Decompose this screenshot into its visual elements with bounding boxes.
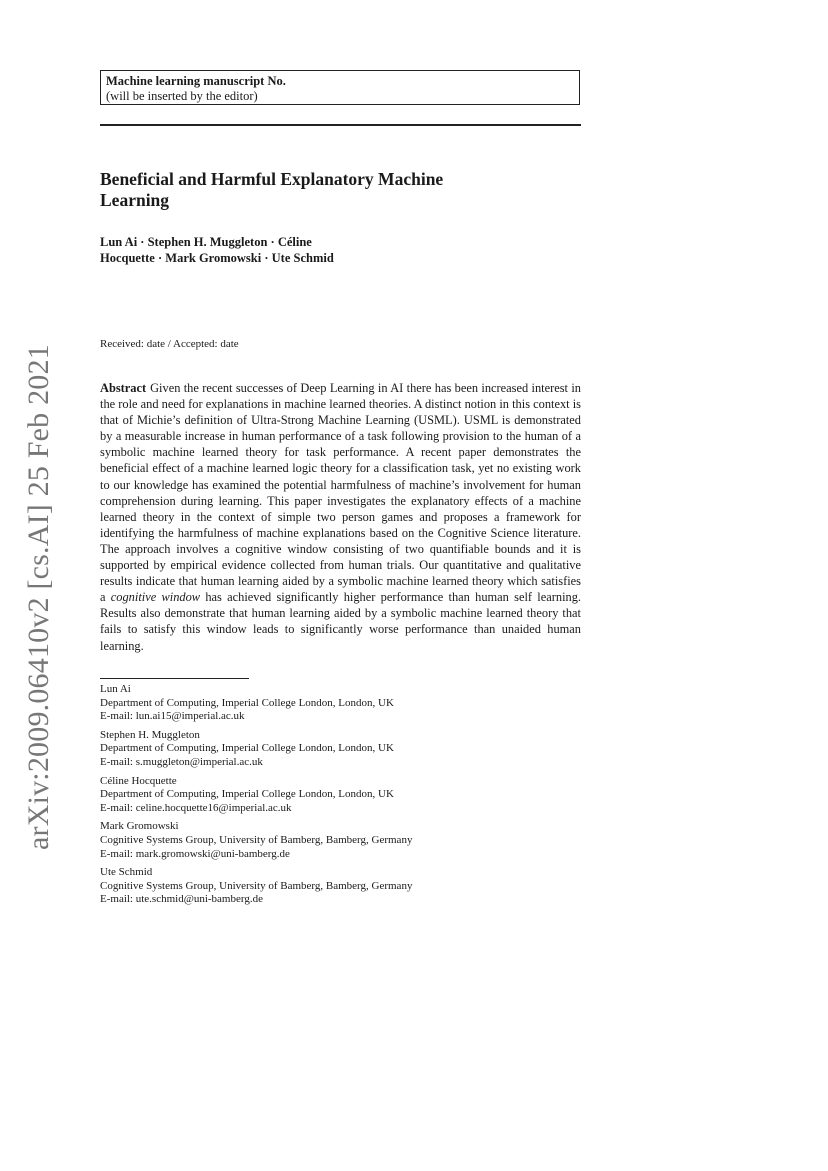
title-line-2: Learning (100, 190, 170, 210)
abstract-text-after: has achieved significantly higher performance than human self learning. Results also demonstrate that human learning aided by a symbolic machine learned theory that fails to satisfy this window leads to significantly worse performance than unaided human learning. (100, 590, 581, 653)
affiliation-dept: Cognitive Systems Group, University of Bamberg, Bamberg, Germany (100, 879, 413, 892)
arxiv-stamp: arXiv:2009.06410v2 [cs.AI] 25 Feb 2021 (22, 344, 55, 850)
abstract-label: Abstract (100, 381, 147, 395)
affiliation-block (100, 729, 580, 770)
affiliation-name: Stephen H. Muggleton (100, 728, 200, 741)
abstract-text-before: Given the recent successes of Deep Learning in AI there has been increased interest in the role and need for explanations in machine learned theories. A distinct notion in this context is that of Michie’s definition of Ultra-Strong Machine Learning (USML). USML is demonstrated by a measurable increase in human performance of a task following provision to the human of a symbolic machine learned theory for task performance. A recent paper demonstrates the beneficial effect of a machine learned logic theory for a classification task, yet no existing work to our knowledge has examined the potential harmfulness of machine’s involvement for human comprehension during learning. This paper investigates the explanatory effects of a machine learned theory in the context of simple two person games and proposes a framework for identifying the harmfulness of machine explanations based on the Cognitive Science literature. The approach involves a cognitive window consisting of two quantifiable bounds and it is supported by empirical evidence collected from human trials. Our quantitative and qualitative results indicate that human learning aided by a symbolic machine learned theory which satisfies a (100, 381, 581, 605)
author-line-1: Lun Ai · Stephen H. Muggleton · Céline (100, 235, 312, 249)
affiliation-email: E-mail: lun.ai15@imperial.ac.uk (100, 710, 245, 723)
author-line-2: Hocquette · Mark Gromowski · Ute Schmid (100, 251, 334, 265)
affiliation-email: E-mail: mark.gromowski@uni-bamberg.de (100, 847, 290, 860)
affiliation-dept: Cognitive Systems Group, University of Bamberg, Bamberg, Germany (100, 833, 413, 846)
affiliation-dept: Department of Computing, Imperial College London, London, UK (100, 696, 394, 709)
affiliation-email: E-mail: ute.schmid@uni-bamberg.de (100, 893, 263, 906)
affiliation-block (100, 683, 580, 724)
journal-info-box (100, 70, 580, 105)
footnote-rule (100, 678, 249, 679)
affiliation-name: Lun Ai (100, 683, 131, 695)
affiliation-dept: Department of Computing, Imperial College London, London, UK (100, 742, 394, 755)
affiliation-name: Céline Hocquette (100, 774, 177, 787)
header-rule (100, 124, 581, 126)
author-list (100, 234, 580, 266)
affiliation-dept: Department of Computing, Imperial College London, London, UK (100, 788, 394, 801)
received-date: Received: date / Accepted: date (100, 338, 239, 350)
affiliation-name: Mark Gromowski (100, 820, 179, 833)
journal-editor-line: (will be inserted by the editor) (106, 89, 258, 103)
affiliation-block (100, 820, 580, 861)
affiliation-block (100, 775, 580, 816)
affiliation-name: Ute Schmid (100, 866, 153, 879)
title-line-1: Beneficial and Harmful Explanatory Machine (100, 169, 444, 189)
abstract (100, 380, 581, 654)
affiliation-block (100, 866, 580, 907)
affiliation-email: E-mail: s.muggleton@imperial.ac.uk (100, 755, 263, 768)
affiliation-email: E-mail: celine.hocquette16@imperial.ac.uk (100, 801, 292, 814)
affiliations (100, 683, 580, 912)
journal-manuscript-line: Machine learning manuscript No. (106, 74, 286, 88)
paper-title (100, 169, 570, 211)
abstract-emphasis: cognitive window (110, 590, 201, 605)
